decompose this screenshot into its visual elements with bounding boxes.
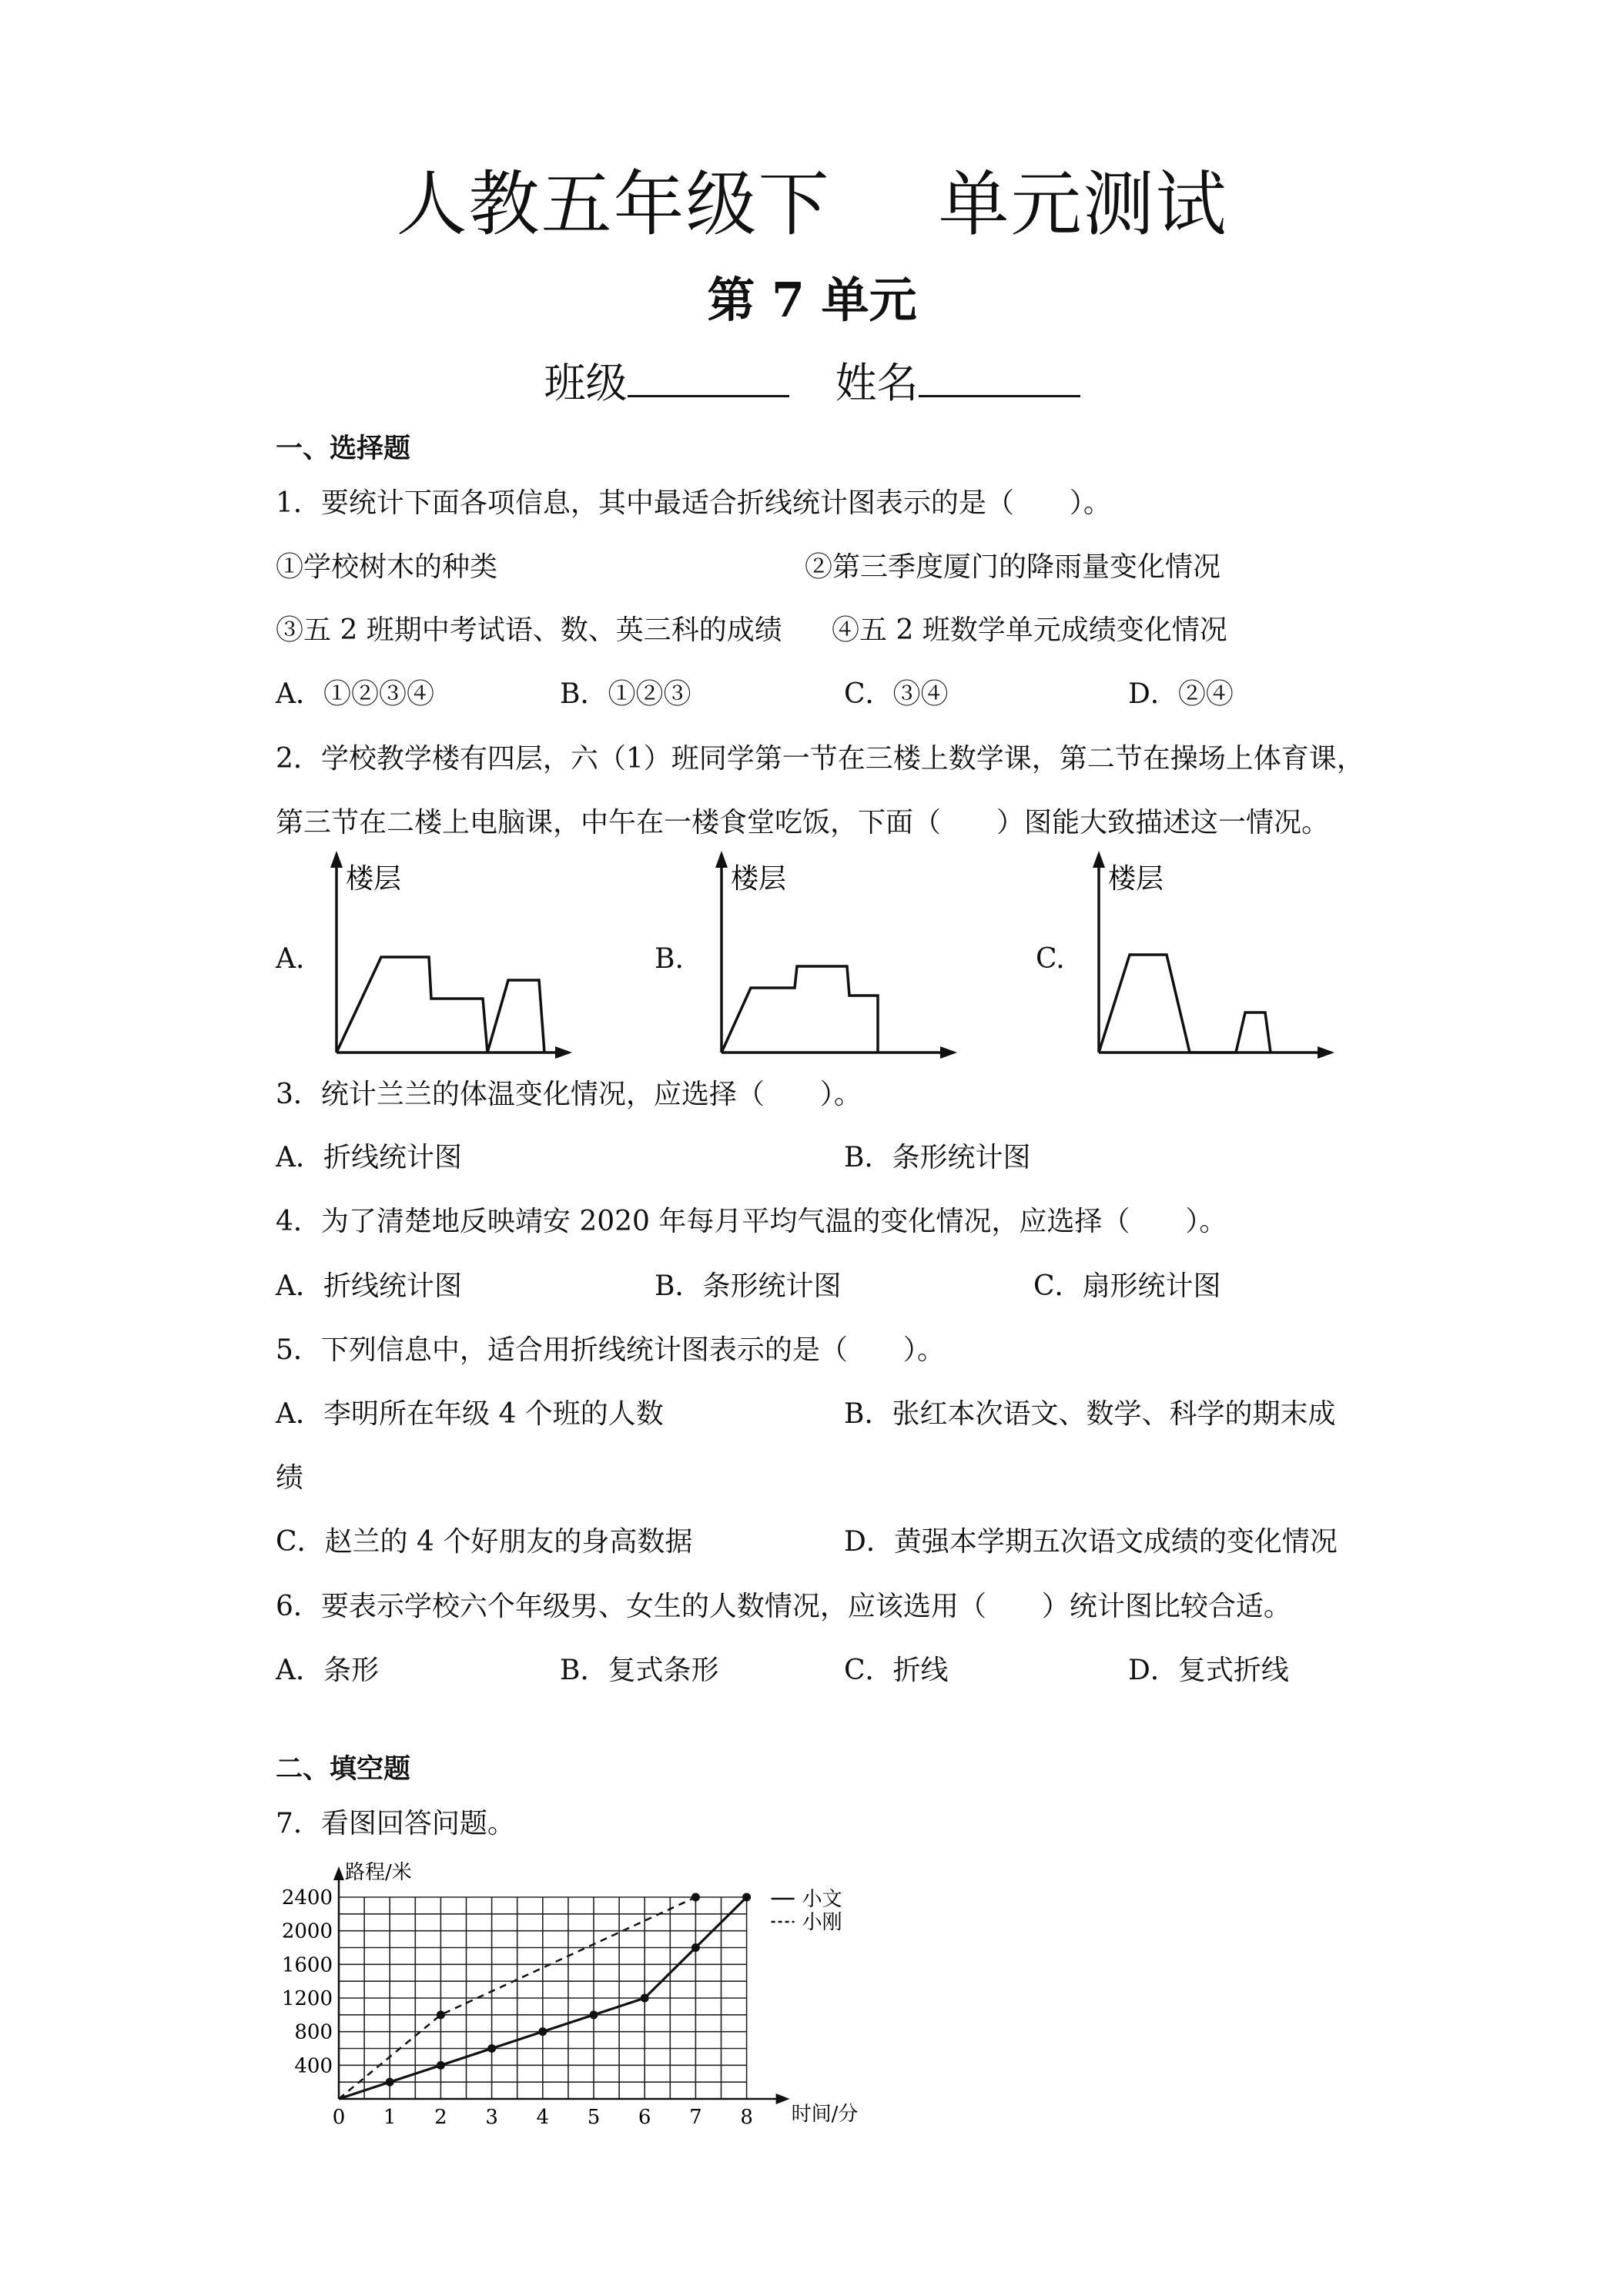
q2-graph-b[interactable] <box>705 851 959 1069</box>
y-tick-label: 400 <box>294 2054 333 2078</box>
unit-heading: 第 7 单元 <box>707 272 917 328</box>
q1-item-1: ①学校树木的种类 <box>276 551 498 583</box>
q4-option-b[interactable]: B．条形统计图 <box>655 1270 842 1302</box>
question-5-stem: 5．下列信息中，适合用折线统计图表示的是（ ）。 <box>276 1334 945 1366</box>
axis-label: 楼层 <box>346 863 402 895</box>
class-label: 班级 <box>544 359 628 407</box>
question-7-stem: 7．看图回答问题。 <box>276 1808 515 1839</box>
legend-label: 小文 <box>802 1888 842 1911</box>
axis-label: 楼层 <box>1108 863 1164 895</box>
data-point <box>538 2027 547 2036</box>
q1-option-c[interactable]: C．③④ <box>844 678 949 710</box>
x-axis-arrow <box>1318 1046 1334 1059</box>
y-tick-label: 1200 <box>281 1987 333 2010</box>
y-tick-label: 1600 <box>281 1953 333 1977</box>
q5-option-c[interactable]: C．赵兰的 4 个好朋友的身高数据 <box>276 1526 693 1558</box>
q1-option-b[interactable]: B．①②③ <box>560 678 691 710</box>
question-1-stem: 1．要统计下面各项信息，其中最适合折线统计图表示的是（ ）。 <box>276 487 1111 519</box>
q3-option-b[interactable]: B．条形统计图 <box>844 1142 1031 1173</box>
question-4-stem: 4．为了清楚地反映靖安 2020 年每月平均气温的变化情况，应选择（ ）。 <box>276 1206 1227 1237</box>
x-axis-arrow <box>555 1046 572 1059</box>
q5-option-b[interactable]: B．张红本次语文、数学、科学的期末成 <box>844 1398 1336 1430</box>
q1-item-2: ②第三季度厦门的降雨量变化情况 <box>805 551 1221 583</box>
q6-option-a[interactable]: A．条形 <box>276 1655 379 1686</box>
x-tick-label: 6 <box>638 2106 651 2129</box>
q4-option-a[interactable]: A．折线统计图 <box>276 1270 462 1302</box>
x-tick-label: 3 <box>485 2106 498 2129</box>
name-label: 姓名 <box>835 359 919 407</box>
y-axis-arrow <box>333 1866 344 1880</box>
y-axis-arrow <box>330 851 343 868</box>
data-point <box>590 2010 598 2019</box>
y-axis-label: 路程/米 <box>345 1861 412 1884</box>
q1-option-a[interactable]: A．①②③④ <box>276 678 434 710</box>
q6-option-c[interactable]: C．折线 <box>844 1655 949 1686</box>
graph-line <box>337 957 544 1053</box>
graph-line <box>722 966 878 1053</box>
graph-line <box>1099 955 1271 1053</box>
name-blank[interactable] <box>919 358 1080 397</box>
class-name-line <box>0 350 1624 410</box>
y-tick-label: 2400 <box>281 1886 333 1909</box>
data-point <box>437 2010 445 2019</box>
question-3-stem: 3．统计兰兰的体温变化情况，应选择（ ）。 <box>276 1079 862 1110</box>
axis-label: 楼层 <box>731 863 787 895</box>
q2-graph-b-label[interactable]: B. <box>655 943 684 975</box>
question-2-stem-line1: 2．学校教学楼有四层，六（1）班同学第一节在三楼上数学课，第二节在操场上体育课， <box>276 743 1364 775</box>
section-heading-fill: 二、填空题 <box>276 1753 411 1785</box>
x-axis-arrow <box>940 1046 957 1059</box>
title-right: 单元测试 <box>938 163 1228 246</box>
x-tick-label: 0 <box>332 2106 346 2129</box>
chart-series <box>339 1893 751 2100</box>
question-6-stem: 6．要表示学校六个年级男、女生的人数情况，应该选用（ ）统计图比较合适。 <box>276 1591 1291 1622</box>
x-tick-label: 1 <box>383 2106 397 2129</box>
q5-option-d[interactable]: D．黄强本学期五次语文成绩的变化情况 <box>844 1526 1338 1558</box>
data-point <box>691 1893 700 1902</box>
data-point <box>437 2061 445 2070</box>
section-heading-choice: 一、选择题 <box>276 433 411 464</box>
title-left: 人教五年级下 <box>396 163 831 246</box>
data-point <box>641 1994 649 2003</box>
question-2-stem-line2: 第三节在二楼上电脑课，中午在一楼食堂吃饭，下面（ ）图能大致描述这一情况。 <box>276 807 1330 838</box>
q2-graph-c[interactable] <box>1082 851 1336 1069</box>
y-axis-arrow <box>1093 851 1105 868</box>
q1-option-d[interactable]: D．②④ <box>1128 678 1234 710</box>
y-axis-arrow <box>715 851 728 868</box>
x-tick-label: 5 <box>587 2106 601 2129</box>
x-axis-arrow <box>776 2094 790 2104</box>
q3-option-a[interactable]: A．折线统计图 <box>276 1142 462 1173</box>
x-tick-label: 8 <box>740 2106 753 2129</box>
x-tick-label: 2 <box>434 2106 447 2129</box>
legend-label: 小刚 <box>802 1911 842 1934</box>
y-tick-label: 800 <box>294 2020 333 2044</box>
x-tick-label: 4 <box>536 2106 550 2129</box>
q5-option-a[interactable]: A．李明所在年级 4 个班的人数 <box>276 1398 664 1430</box>
class-blank[interactable] <box>628 358 789 397</box>
q1-item-4: ④五 2 班数学单元成绩变化情况 <box>832 614 1227 646</box>
q7-line-chart <box>277 1862 893 2142</box>
q1-item-3: ③五 2 班期中考试语、数、英三科的成绩 <box>276 614 782 646</box>
data-point <box>487 2044 496 2053</box>
q5-option-b-continued: 绩 <box>276 1462 304 1494</box>
chart-grid <box>339 1897 747 2099</box>
x-axis-label: 时间/分 <box>791 2103 859 2126</box>
data-point <box>742 1893 751 1902</box>
y-tick-label: 2000 <box>281 1919 333 1943</box>
q2-graph-c-label[interactable]: C. <box>1036 943 1065 975</box>
q2-graph-a[interactable] <box>320 851 574 1069</box>
data-point <box>386 2078 394 2087</box>
q4-option-c[interactable]: C．扇形统计图 <box>1033 1270 1221 1302</box>
q6-option-d[interactable]: D．复式折线 <box>1128 1655 1289 1686</box>
q2-graph-a-label[interactable]: A. <box>276 943 305 975</box>
x-tick-label: 7 <box>689 2106 702 2129</box>
chart-legend <box>772 1888 842 1934</box>
q6-option-b[interactable]: B．复式条形 <box>560 1655 719 1686</box>
page-title <box>0 148 1624 249</box>
data-point <box>691 1943 700 1952</box>
